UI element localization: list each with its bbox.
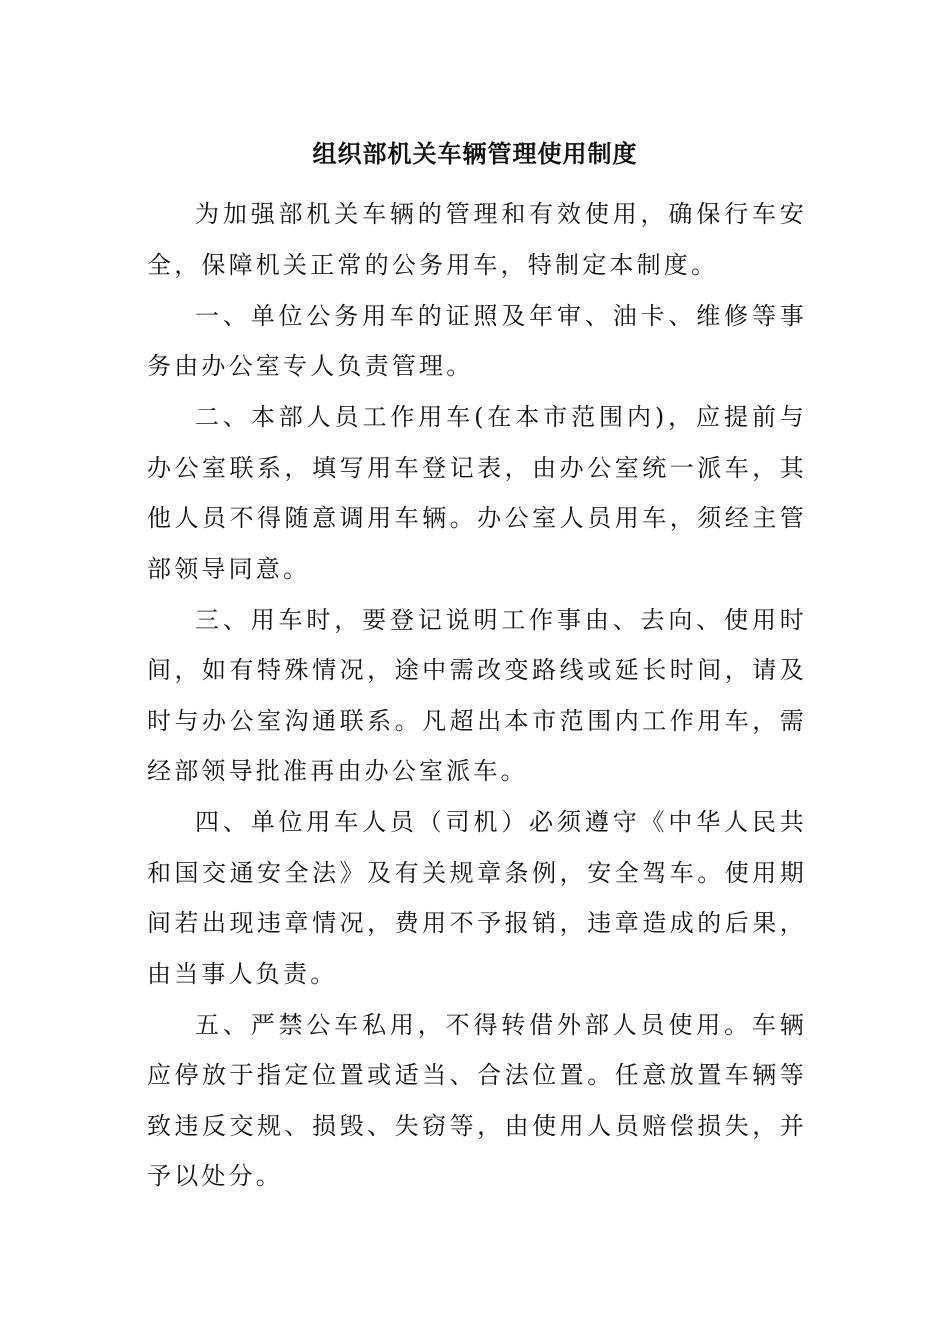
paragraph-4: 四、单位用车人员（司机）必须遵守《中华人民共和国交通安全法》及有关规章条例，安全驾车。使用期间若出现违章情况，费用不予报销，违章造成的后果，由当事人负责。 [147,808,807,988]
paragraph-3: 三、用车时，要登记说明工作事由、去向、使用时间，如有特殊情况，途中需改变路线或延长时间，请及时与办公室沟通联系。凡超出本市范围内工作用车，需经部领导批准再由办公室派车。 [147,605,807,785]
document-title: 组织部机关车辆管理使用制度 [312,139,638,168]
paragraph-2: 二、本部人员工作用车(在本市范围内)，应提前与办公室联系，填写用车登记表，由办公室统一派车，其他人员不得随意调用车辆。办公室人员用车，须经主管部领导同意。 [147,403,807,583]
paragraph-1: 一、单位公务用车的证照及年审、油卡、维修等事务由办公室专人负责管理。 [147,301,807,380]
document-body [147,189,807,1202]
paragraph-5: 五、严禁公车私用，不得转借外部人员使用。车辆应停放于指定位置或适当、合法位置。任意放置车辆等致违反交规、损毁、失窃等，由使用人员赔偿损失，并予以处分。 [147,1010,807,1190]
paragraph-intro: 为加强部机关车辆的管理和有效使用，确保行车安全，保障机关正常的公务用车，特制定本制度。 [147,200,807,279]
